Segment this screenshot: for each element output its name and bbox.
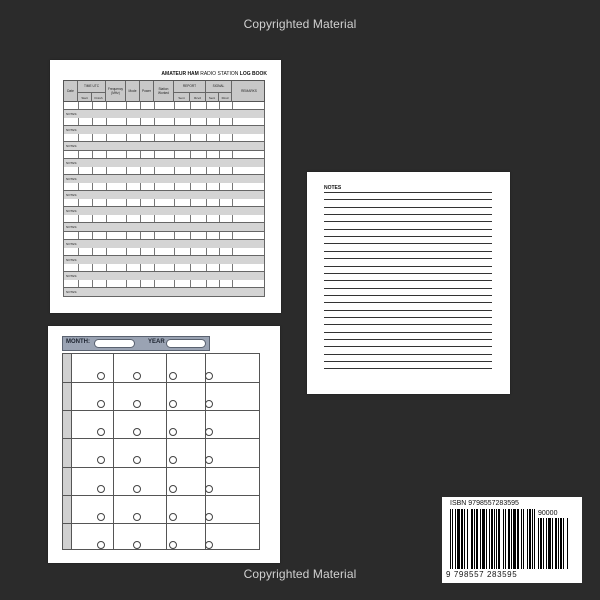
calendar-column-divider: [113, 354, 114, 549]
notes-page-preview: [307, 172, 510, 394]
barcode-bar: [464, 509, 465, 569]
col-remarks: REMARKS: [241, 89, 257, 94]
notes-line: [324, 310, 492, 311]
notes-line: [324, 280, 492, 281]
barcode-bar: [471, 509, 473, 569]
calendar-checkbox-circle: [97, 400, 105, 408]
copyright-watermark-bottom: Copyrighted Material: [243, 567, 357, 581]
barcode-bar: [494, 509, 495, 569]
barcode-bar: [529, 509, 531, 569]
calendar-checkbox-circle: [205, 400, 213, 408]
barcode-bar: [563, 518, 564, 569]
calendar-checkbox-circle: [169, 400, 177, 408]
barcode-bar: [532, 509, 533, 569]
barcode-bar: [476, 509, 478, 569]
calendar-checkbox-circle: [133, 428, 141, 436]
barcode-bar: [546, 518, 547, 569]
barcode-bar: [498, 509, 500, 569]
calendar-row-divider: [63, 382, 259, 383]
year-label: YEAR: [148, 339, 165, 345]
notes-line: [324, 258, 492, 259]
barcode-bar: [555, 518, 557, 569]
barcode-bar: [513, 509, 516, 569]
calendar-row-divider: [63, 523, 259, 524]
notes-line: [324, 339, 492, 340]
barcode-bar: [461, 509, 463, 569]
notes-line: [324, 317, 492, 318]
notes-line: [324, 295, 492, 296]
barcode-bars: [450, 509, 534, 569]
col-mode: Mode: [126, 81, 140, 103]
calendar-checkbox-circle: [169, 485, 177, 493]
barcode-bar: [467, 509, 468, 569]
barcode-bar: [543, 518, 544, 569]
barcode-bar: [527, 509, 528, 569]
calendar-checkbox-circle: [133, 513, 141, 521]
copyright-watermark-top: Copyrighted Material: [243, 17, 357, 31]
notes-line: [324, 192, 492, 193]
calendar-checkbox-circle: [97, 541, 105, 549]
calendar-checkbox-circle: [169, 513, 177, 521]
notes-line: [324, 266, 492, 267]
log-entry-notes: NOTES:: [63, 256, 265, 265]
notes-line: [324, 214, 492, 215]
log-entry-notes: NOTES:: [63, 159, 265, 168]
calendar-checkbox-circle: [97, 428, 105, 436]
calendar-checkbox-circle: [205, 456, 213, 464]
barcode-bar: [560, 518, 562, 569]
log-entry-notes: NOTES:: [63, 191, 265, 200]
log-entry-notes: NOTES:: [63, 126, 265, 135]
col-time-start: Start: [78, 92, 92, 103]
notes-line: [324, 354, 492, 355]
barcode-bar: [503, 509, 504, 569]
logbook-page-preview: [50, 60, 281, 313]
col-report-rcvd: Rcvd: [190, 92, 206, 103]
calendar-checkbox-circle: [205, 428, 213, 436]
barcode-bar: [455, 509, 456, 569]
calendar-checkbox-circle: [169, 541, 177, 549]
calendar-column-divider: [166, 354, 167, 549]
notes-line: [324, 324, 492, 325]
log-entry-notes: NOTES:: [63, 207, 265, 216]
col-signal: SIGNAL: [206, 81, 232, 92]
notes-line: [324, 368, 492, 369]
col-power: Power: [140, 81, 154, 103]
calendar-checkbox-circle: [169, 428, 177, 436]
calendar-row-divider: [63, 438, 259, 439]
barcode-bar: [450, 509, 451, 569]
calendar-checkbox-circle: [169, 456, 177, 464]
log-entry-row: [63, 199, 265, 207]
barcode-bar: [480, 509, 481, 569]
barcode-addon-bars: [538, 518, 574, 569]
notes-line: [324, 236, 492, 237]
notes-line: [324, 207, 492, 208]
notes-line: [324, 243, 492, 244]
log-entry-row: [63, 183, 265, 191]
calendar-checkbox-circle: [97, 485, 105, 493]
col-signal-rcvd: Rcvd: [219, 92, 232, 103]
calendar-checkbox-circle: [97, 372, 105, 380]
month-field: [94, 339, 135, 348]
barcode-bar: [491, 509, 493, 569]
log-entry-row: [63, 232, 265, 240]
calendar-checkbox-circle: [133, 541, 141, 549]
price-code: 90000: [538, 510, 558, 517]
logbook-table: [63, 80, 265, 300]
barcode-bar: [558, 518, 559, 569]
barcode-bar: [482, 509, 485, 569]
barcode-bar: [567, 518, 568, 569]
calendar-checkbox-circle: [205, 541, 213, 549]
log-entry-notes: NOTES:: [63, 288, 265, 297]
barcode-bar: [534, 509, 535, 569]
year-field: [166, 339, 206, 348]
log-entry-notes: NOTES:: [63, 142, 265, 151]
calendar-checkbox-circle: [205, 485, 213, 493]
calendar-checkbox-circle: [169, 372, 177, 380]
calendar-checkbox-circle: [205, 372, 213, 380]
barcode-bar: [474, 509, 475, 569]
log-entry-row: [63, 118, 265, 126]
log-entry-row: [63, 215, 265, 223]
log-entry-row: [63, 264, 265, 272]
barcode-bar: [523, 509, 524, 569]
log-entry-row: [63, 151, 265, 159]
log-entry-row: [63, 102, 265, 110]
calendar-page-preview: [48, 326, 280, 563]
barcode-bar: [548, 518, 551, 569]
log-entry-notes: NOTES:: [63, 223, 265, 232]
notes-title: NOTES: [324, 185, 342, 191]
log-entry-notes: NOTES:: [63, 175, 265, 184]
calendar-checkbox-circle: [205, 513, 213, 521]
notes-line: [324, 346, 492, 347]
barcode-bar: [486, 509, 487, 569]
log-entry-row: [63, 248, 265, 256]
calendar-row-divider: [63, 410, 259, 411]
barcode-bar: [505, 509, 506, 569]
logbook-title: AMATEUR HAM RADIO STATION LOG BOOK: [161, 71, 267, 77]
month-label: MONTH:: [66, 339, 90, 345]
notes-line: [324, 332, 492, 333]
notes-line: [324, 221, 492, 222]
notes-line: [324, 273, 492, 274]
log-entry-notes: NOTES:: [63, 272, 265, 281]
calendar-grid: [62, 353, 260, 550]
logbook-table-header: [63, 80, 265, 102]
log-entry-row: [63, 134, 265, 142]
calendar-checkbox-circle: [133, 485, 141, 493]
calendar-day-column: [63, 354, 72, 549]
barcode-bar: [521, 509, 522, 569]
notes-line: [324, 251, 492, 252]
calendar-checkbox-circle: [133, 400, 141, 408]
col-date: Date: [64, 81, 78, 103]
barcode-bar: [489, 509, 490, 569]
col-time-finish: Finish: [92, 92, 106, 103]
calendar-row-divider: [63, 495, 259, 496]
log-entry-notes: NOTES:: [63, 110, 265, 119]
notes-line: [324, 199, 492, 200]
col-report-sent: Sent: [174, 92, 190, 103]
log-entry-row: [63, 280, 265, 288]
barcode-bar: [517, 509, 519, 569]
col-time-utc: TIME UTC: [78, 81, 106, 92]
barcode-bar: [538, 518, 539, 569]
notes-line: [324, 229, 492, 230]
calendar-checkbox-circle: [133, 456, 141, 464]
notes-line: [324, 302, 492, 303]
col-signal-sent: Sent: [206, 92, 219, 103]
col-station-worked: Station Worked: [154, 81, 174, 103]
barcode-bar: [457, 509, 460, 569]
isbn-digits: 9 798557 283595: [446, 570, 518, 579]
isbn-label: ISBN 9798557283595: [450, 500, 519, 507]
barcode-bar: [552, 518, 553, 569]
barcode-bar: [540, 518, 542, 569]
notes-line: [324, 361, 492, 362]
col-frequency: Frequency (MHz): [106, 81, 126, 103]
barcode-bar: [508, 509, 510, 569]
log-entry-notes: NOTES:: [63, 240, 265, 249]
calendar-checkbox-circle: [97, 456, 105, 464]
calendar-header: [62, 336, 210, 351]
notes-line: [324, 288, 492, 289]
barcode-bar: [496, 509, 497, 569]
calendar-checkbox-circle: [133, 372, 141, 380]
barcode-bar: [511, 509, 512, 569]
calendar-row-divider: [63, 467, 259, 468]
barcode-bar: [452, 509, 453, 569]
log-entry-row: [63, 167, 265, 175]
calendar-checkbox-circle: [97, 513, 105, 521]
col-report: REPORT: [174, 81, 206, 92]
